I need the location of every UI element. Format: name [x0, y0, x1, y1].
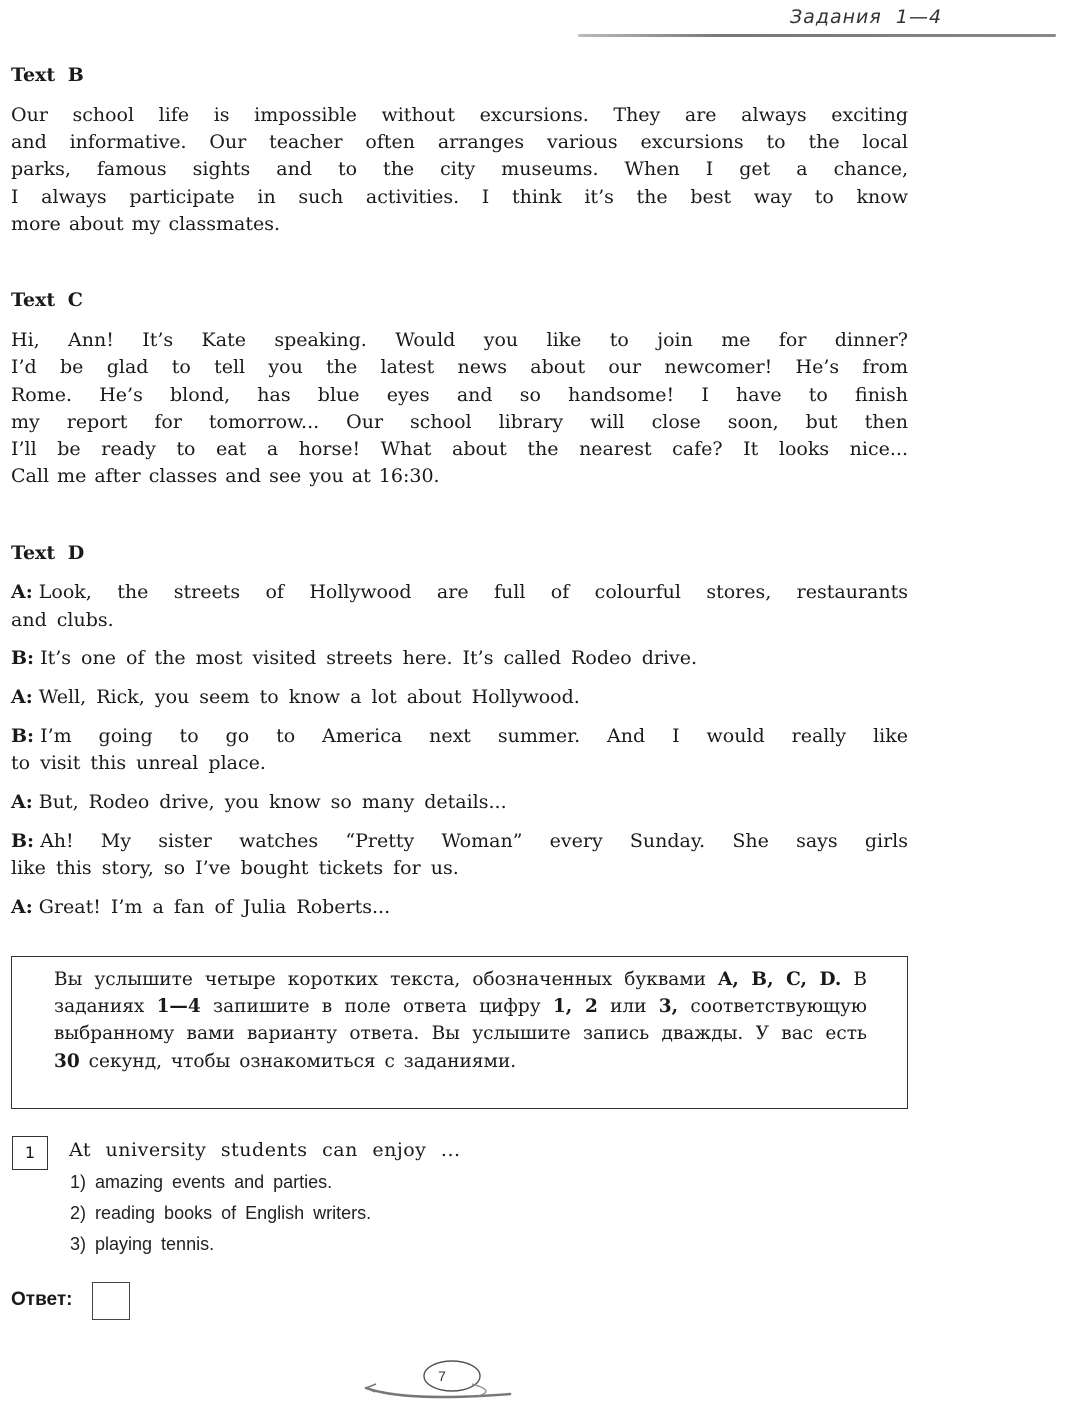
instruction-task-range: 1—4: [156, 996, 201, 1018]
answer-input-box[interactable]: [92, 1282, 130, 1320]
speaker-label: A:: [11, 686, 33, 708]
page-number: 7: [438, 1368, 446, 1384]
answer-option: 1) amazing events and parties.: [70, 1172, 333, 1192]
question-number-box: 1: [12, 1136, 48, 1170]
speaker-label: A:: [11, 791, 33, 813]
dialogue-line: [11, 645, 908, 672]
dialogue-text: Great! I’m a fan of Julia Roberts...: [38, 896, 391, 918]
dialogue-text: I’m going to go to America next summer. And I would really like: [40, 725, 908, 747]
dialogue-text: Well, Rick, you seem to know a lot about Hollywood.: [38, 686, 580, 708]
instruction-part: В заданиях: [54, 969, 868, 1018]
instruction-digits: 3,: [658, 996, 679, 1018]
speaker-label: B:: [11, 647, 35, 669]
dialogue-line: to visit this unreal place.: [11, 752, 266, 774]
answer-option: 3) playing tennis.: [70, 1234, 215, 1254]
speaker-label: A:: [11, 581, 33, 603]
dialogue-text: It’s one of the most visited streets here. It’s called Rodeo drive.: [40, 647, 698, 669]
text-c-line: Rome. He’s blond, has blue eyes and so handsome! I have to finish: [11, 384, 908, 406]
dialogue-line: like this story, so I’ve bought tickets for us.: [11, 857, 459, 879]
text-d-heading: Text D: [11, 542, 85, 564]
dialogue-line: [11, 894, 908, 921]
dialogue-line: [11, 723, 908, 750]
instruction-digits: 1, 2: [552, 996, 598, 1018]
text-b-line: I always participate in such activities. I think it’s the best way to know: [11, 186, 908, 208]
instruction-part: секунд, чтобы ознакомиться с заданиями.: [79, 1050, 517, 1072]
dialogue-line: [11, 684, 908, 711]
text-c-line: Hi, Ann! It’s Kate speaking. Would you like to join me for dinner?: [11, 329, 908, 351]
dialogue-line: [11, 828, 908, 855]
instruction-seconds: 30: [54, 1050, 80, 1072]
answer-label: Ответ:: [11, 1289, 73, 1310]
text-b-heading: Text B: [11, 64, 84, 86]
header-rule: [578, 34, 1056, 37]
instruction-letters: A, B, C, D.: [718, 969, 842, 990]
instruction-part: или: [597, 996, 659, 1018]
text-c-line: I’ll be ready to eat a horse! What about the nearest cafe? It looks nice...: [11, 438, 908, 460]
question-stem: At university students can enjoy ...: [69, 1139, 461, 1161]
instruction-part: Вы услышите четыре коротких текста, обозначенных буквами: [54, 969, 719, 990]
speaker-label: B:: [11, 725, 35, 747]
dialogue-text: But, Rodeo drive, you know so many details...: [38, 791, 507, 813]
instruction-box: [11, 956, 908, 1109]
text-c-line: Call me after classes and see you at 16:30.: [11, 465, 440, 487]
dialogue-text: Look, the streets of Hollywood are full of colourful stores, restaurants: [38, 581, 908, 603]
text-b-line: Our school life is impossible without excursions. They are always exciting: [11, 104, 908, 126]
text-c-line: I’d be glad to tell you the latest news about our newcomer! He’s from: [11, 356, 908, 378]
text-b-line: parks, famous sights and to the city museums. When I get a chance,: [11, 158, 908, 180]
dialogue-text: Ah! My sister watches “Pretty Woman” every Sunday. She says girls: [40, 830, 908, 852]
answer-option: 2) reading books of English writers.: [70, 1203, 372, 1223]
instruction-part: запишите в поле ответа цифру: [200, 996, 553, 1018]
dialogue-line: [11, 579, 908, 606]
speaker-label: B:: [11, 830, 35, 852]
instruction-part: соответствующую выбранному вами варианту ответа. Вы услышите запись дважды. У вас есть: [54, 996, 867, 1045]
text-b-line: more about my classmates.: [11, 213, 281, 235]
text-b-line: and informative. Our teacher often arranges various excursions to the local: [11, 131, 908, 153]
dialogue-line: and clubs.: [11, 609, 114, 631]
text-c-line: my report for tomorrow... Our school library will close soon, but then: [11, 411, 908, 433]
instruction-text: [54, 966, 867, 1075]
dialogue-line: [11, 789, 908, 816]
page-number-ornament: [360, 1356, 520, 1404]
section-label: Задания 1—4: [790, 6, 943, 28]
text-c-heading: Text C: [11, 289, 83, 311]
speaker-label: A:: [11, 896, 33, 918]
